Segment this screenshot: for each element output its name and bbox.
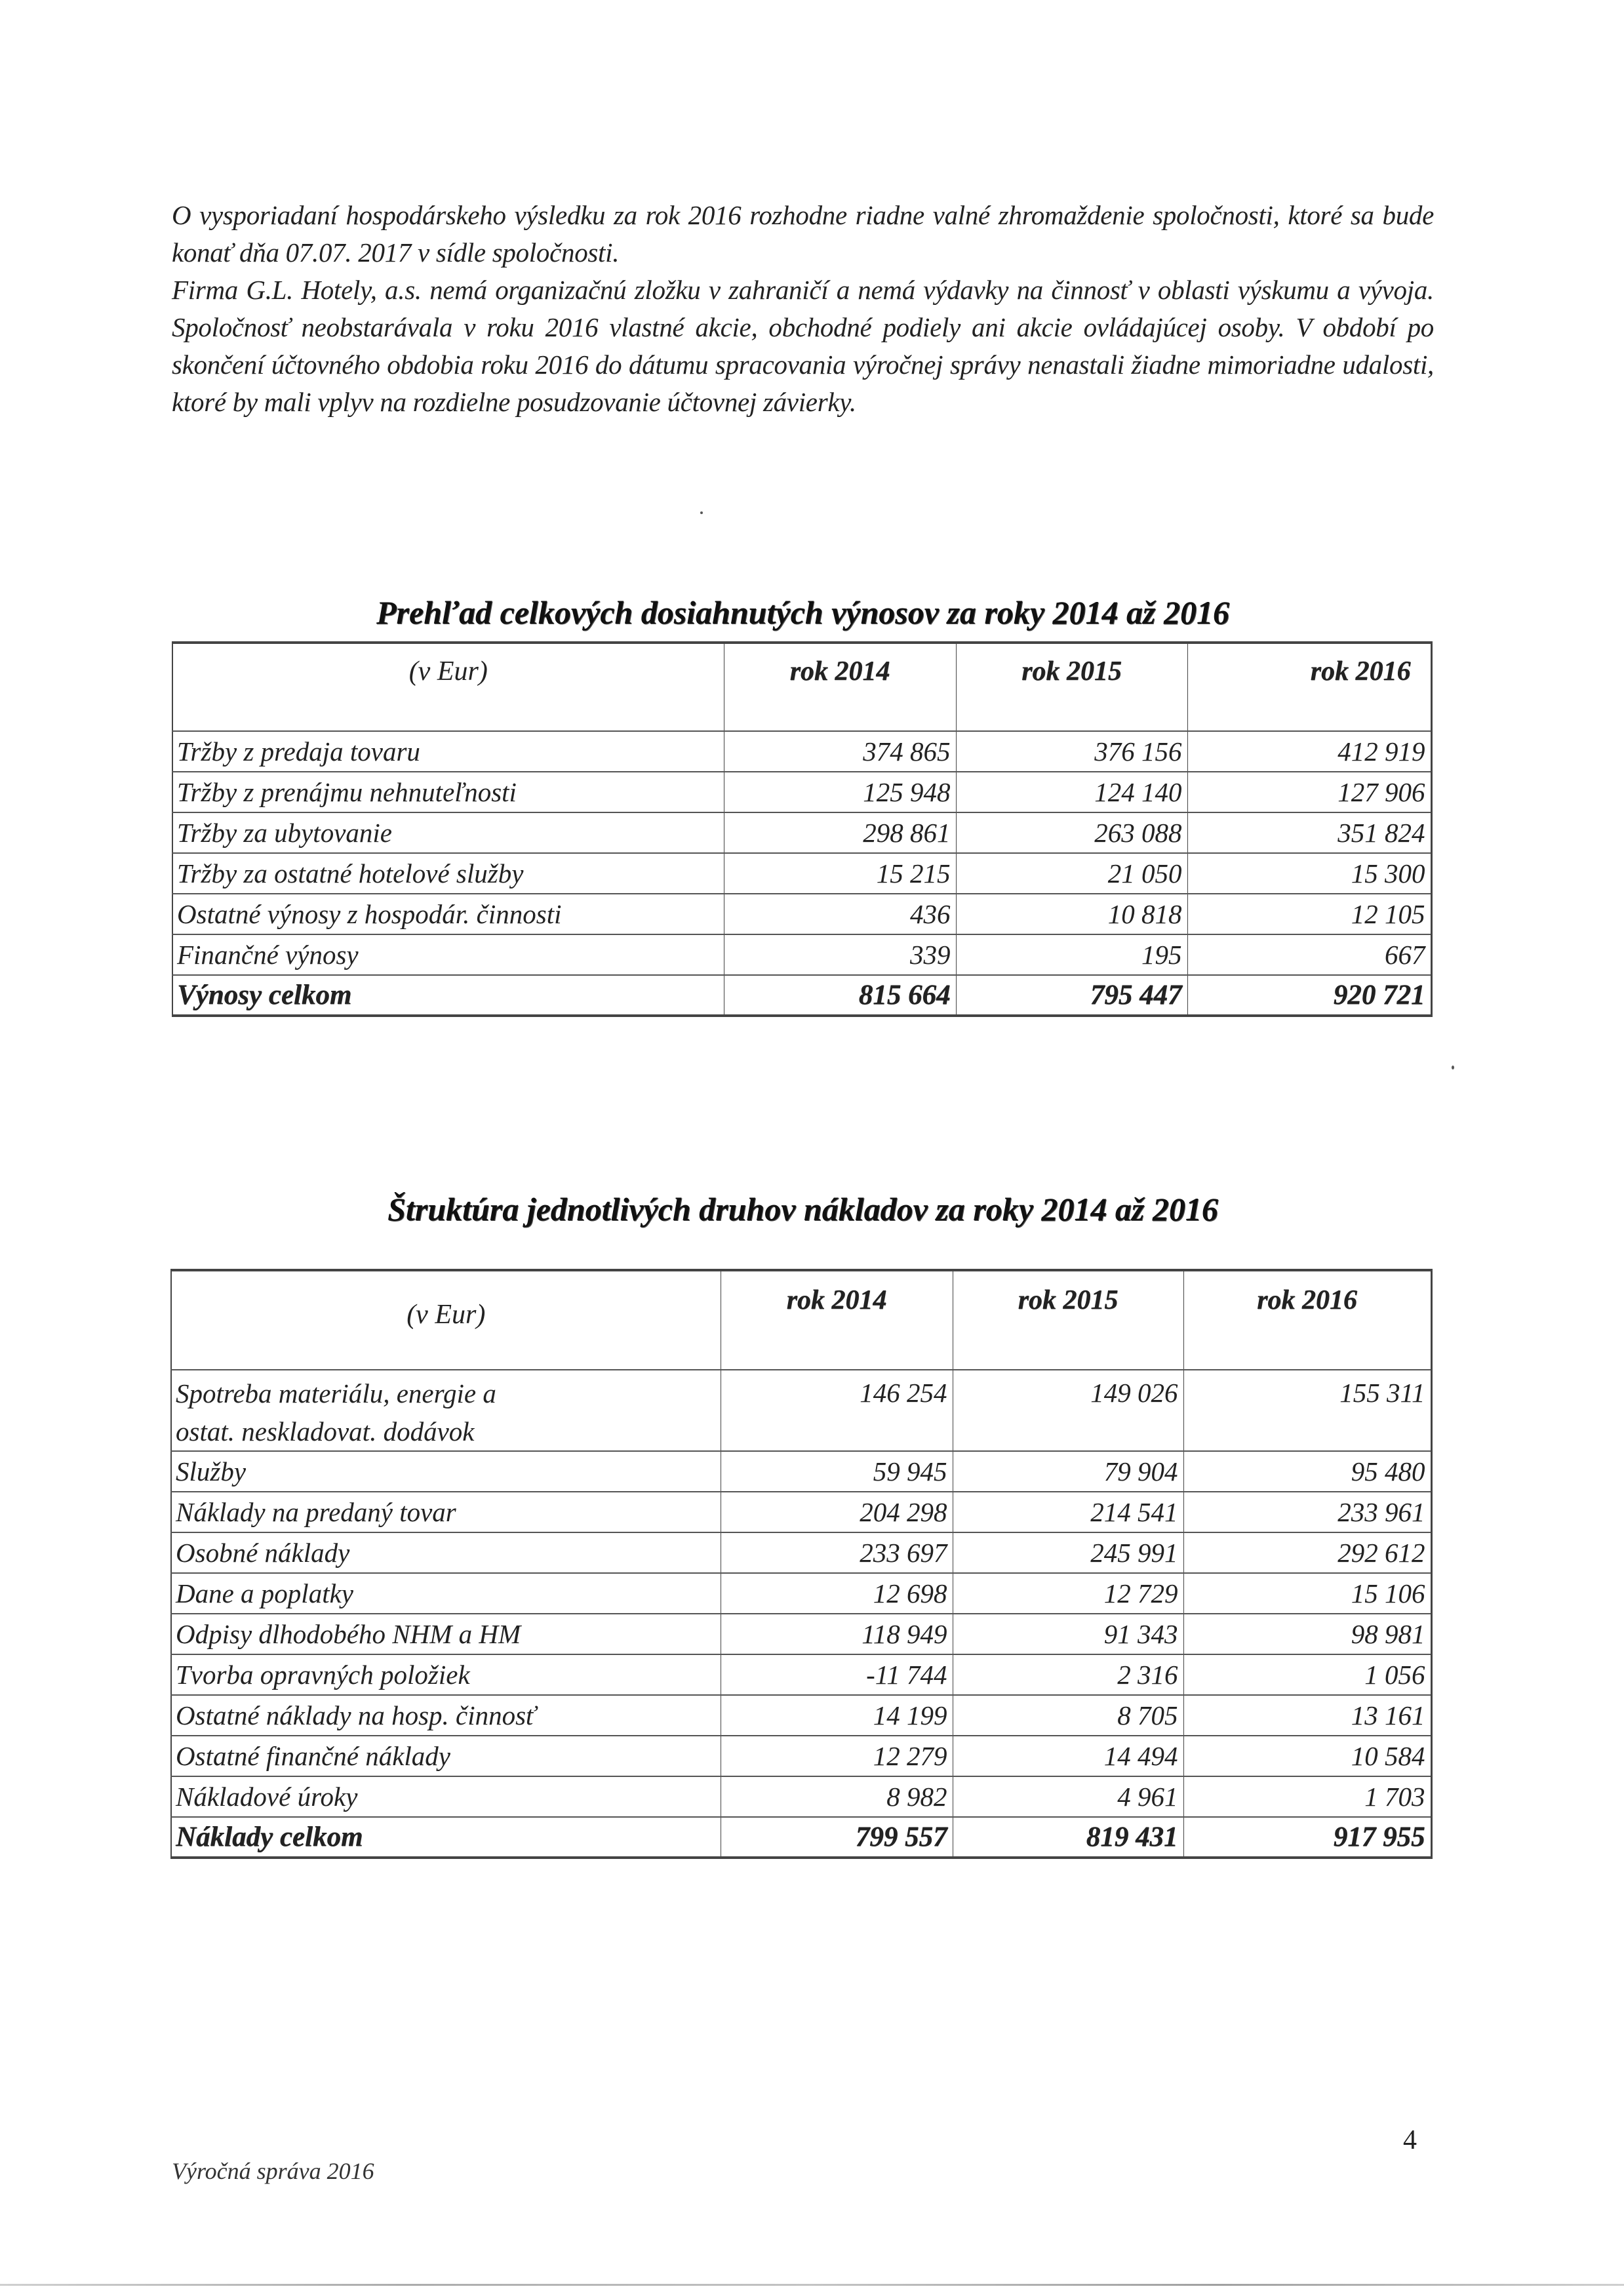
total-label: Výnosy celkom [172, 975, 724, 1016]
unit-header: (v Eur) [172, 643, 724, 731]
cell-value: 21 050 [956, 853, 1187, 894]
cell-value: 8 982 [721, 1776, 953, 1817]
cell-value: 667 [1187, 934, 1431, 975]
cell-value: 12 698 [721, 1573, 953, 1614]
cell-value: 127 906 [1187, 772, 1431, 812]
scan-speck [700, 511, 703, 514]
row-label: Ostatné výnosy z hospodár. činnosti [172, 894, 724, 934]
cell-value: 245 991 [953, 1532, 1183, 1573]
cell-value: 14 494 [953, 1736, 1183, 1776]
table-header-row [172, 643, 1431, 731]
cell-value: 436 [724, 894, 956, 934]
cell-value: 98 981 [1183, 1614, 1431, 1654]
row-label: Dane a poplatky [171, 1573, 721, 1614]
cell-value: 12 105 [1187, 894, 1431, 934]
row-label: Tržby za ostatné hotelové služby [172, 853, 724, 894]
cell-value: 2 316 [953, 1654, 1183, 1695]
table-row [172, 772, 1431, 812]
cell-value: 374 865 [724, 731, 956, 772]
revenue-table [172, 641, 1433, 1017]
row-label: Tržby za ubytovanie [172, 812, 724, 853]
cell-value: 12 729 [953, 1573, 1183, 1614]
table-header-row [171, 1270, 1431, 1370]
cell-value: 10 584 [1183, 1736, 1431, 1776]
row-label: Odpisy dlhodobého NHM a HM [171, 1614, 721, 1654]
total-value: 819 431 [953, 1817, 1183, 1858]
cell-value: 298 861 [724, 812, 956, 853]
cell-value: 1 056 [1183, 1654, 1431, 1695]
table-row [172, 894, 1431, 934]
cell-value: 292 612 [1183, 1532, 1431, 1573]
row-label-line-2: ostat. neskladovat. dodávok [176, 1416, 475, 1447]
cell-value: 15 106 [1183, 1573, 1431, 1614]
year-header: rok 2016 [1183, 1270, 1431, 1370]
table-row [172, 731, 1431, 772]
table-row [171, 1736, 1431, 1776]
year-header: rok 2015 [956, 643, 1187, 731]
table-row [171, 1532, 1431, 1573]
page-number: 4 [1403, 2125, 1417, 2155]
total-row [171, 1817, 1431, 1858]
cell-value: 79 904 [953, 1451, 1183, 1492]
total-value: 795 447 [956, 975, 1187, 1016]
table-row [171, 1695, 1431, 1736]
table-row [172, 934, 1431, 975]
cell-value: 233 961 [1183, 1492, 1431, 1532]
cell-value: 214 541 [953, 1492, 1183, 1532]
cell-value: -11 744 [721, 1654, 953, 1695]
cell-value: 233 697 [721, 1532, 953, 1573]
unit-header: (v Eur) [171, 1270, 721, 1370]
row-label: Tvorba opravných položiek [171, 1654, 721, 1695]
cell-value: 4 961 [953, 1776, 1183, 1817]
revenue-table-title: Prehľad celkových dosiahnutých výnosov za roky 2014 až 2016 [376, 594, 1229, 631]
cell-value: 339 [724, 934, 956, 975]
row-label [171, 1370, 721, 1451]
cell-value: 146 254 [721, 1370, 953, 1451]
cell-value: 155 311 [1183, 1370, 1431, 1451]
total-value: 920 721 [1187, 975, 1431, 1016]
cell-value: 59 945 [721, 1451, 953, 1492]
total-row [172, 975, 1431, 1016]
row-label: Služby [171, 1451, 721, 1492]
cell-value: 351 824 [1187, 812, 1431, 853]
cell-value: 1 703 [1183, 1776, 1431, 1817]
table-row [172, 812, 1431, 853]
cell-value: 263 088 [956, 812, 1187, 853]
total-label: Náklady celkom [171, 1817, 721, 1858]
table-row [171, 1492, 1431, 1532]
cell-value: 118 949 [721, 1614, 953, 1654]
total-value: 917 955 [1183, 1817, 1431, 1858]
year-header: rok 2014 [721, 1270, 953, 1370]
intro-paragraph-1: O vysporiadaní hospodárskeho výsledku za rok 2016 rozhodne riadne valné zhromaždenie spoločnosti, ktoré sa bude konať dňa 07.07. 2017 v sídle spoločnosti. [172, 200, 1434, 268]
table-row [171, 1451, 1431, 1492]
table-row [171, 1776, 1431, 1817]
cell-value: 15 215 [724, 853, 956, 894]
row-label: Náklady na predaný tovar [171, 1492, 721, 1532]
intro-paragraph-2: Firma G.L. Hotely, a.s. nemá organizačnú zložku v zahraničí a nemá výdavky na činnosť v oblasti výskumu a vývoja. Spoločnosť neobstarávala v roku 2016 vlastné akcie, obchodné podiely ani akcie ovládajúcej osoby. V období po skončení účtovného obdobia roku 2016 do dátumu spracovania výročnej správy nenastali žiadne mimoriadne udalosti, ktoré by mali vplyv na rozdielne posudzovanie účtovnej závierky. [172, 275, 1434, 417]
row-label: Ostatné finančné náklady [171, 1736, 721, 1776]
cell-value: 12 279 [721, 1736, 953, 1776]
year-header: rok 2015 [953, 1270, 1183, 1370]
cell-value: 10 818 [956, 894, 1187, 934]
cell-value: 125 948 [724, 772, 956, 812]
table-row [171, 1654, 1431, 1695]
footer-document-name: Výročná správa 2016 [172, 2158, 374, 2184]
cell-value: 13 161 [1183, 1695, 1431, 1736]
table-row [172, 853, 1431, 894]
cell-value: 149 026 [953, 1370, 1183, 1451]
cell-value: 204 298 [721, 1492, 953, 1532]
row-label: Osobné náklady [171, 1532, 721, 1573]
row-label: Tržby z predaja tovaru [172, 731, 724, 772]
table-row [171, 1370, 1431, 1451]
cell-value: 15 300 [1187, 853, 1431, 894]
cell-value: 124 140 [956, 772, 1187, 812]
total-value: 799 557 [721, 1817, 953, 1858]
year-header: rok 2016 [1187, 643, 1431, 731]
cell-value: 14 199 [721, 1695, 953, 1736]
cost-table-title: Štruktúra jednotlivých druhov nákladov za roky 2014 až 2016 [387, 1191, 1218, 1227]
cell-value: 95 480 [1183, 1451, 1431, 1492]
cost-table [170, 1269, 1433, 1859]
cell-value: 376 156 [956, 731, 1187, 772]
row-label: Ostatné náklady na hosp. činnosť [171, 1695, 721, 1736]
table-row [171, 1614, 1431, 1654]
cell-value: 91 343 [953, 1614, 1183, 1654]
row-label: Finančné výnosy [172, 934, 724, 975]
row-label: Nákladové úroky [171, 1776, 721, 1817]
year-header: rok 2014 [724, 643, 956, 731]
scan-edge-line [0, 2284, 1624, 2286]
cell-value: 8 705 [953, 1695, 1183, 1736]
cell-value: 412 919 [1187, 731, 1431, 772]
intro-text [172, 197, 1434, 421]
scan-speck [1452, 1066, 1454, 1069]
table-row [171, 1573, 1431, 1614]
row-label: Tržby z prenájmu nehnuteľnosti [172, 772, 724, 812]
cell-value: 195 [956, 934, 1187, 975]
total-value: 815 664 [724, 975, 956, 1016]
row-label-line-1: Spotreba materiálu, energie a [176, 1378, 496, 1408]
